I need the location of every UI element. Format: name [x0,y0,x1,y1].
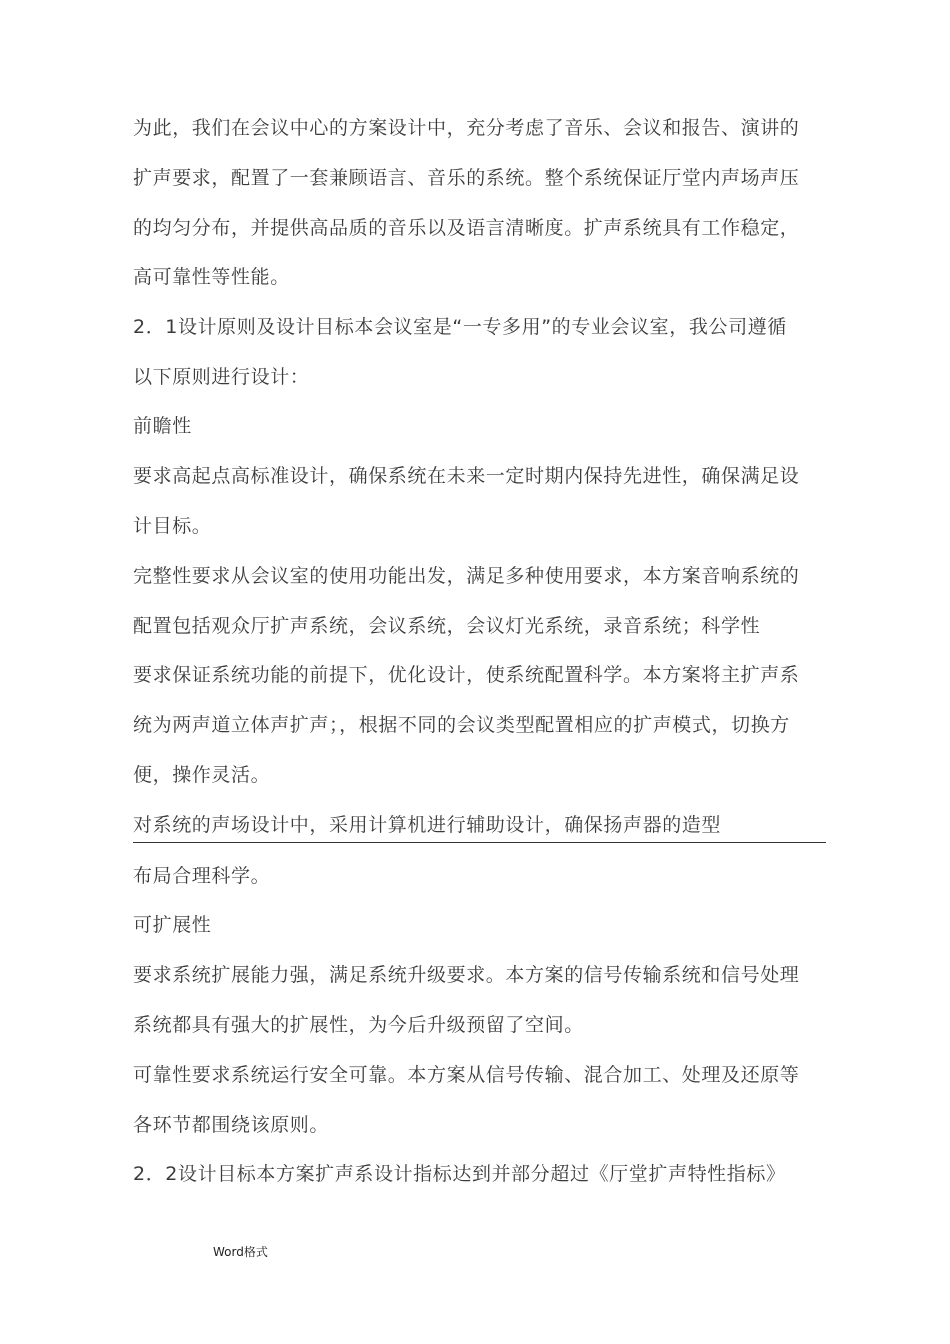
section-heading-line: 2．1设计原则及设计目标本会议室是“一专多用”的专业会议室，我公司遵循 [133,316,787,338]
footer-label: Word格式 [213,1245,268,1259]
paragraph-line: 统为两声道立体声扩声；，根据不同的会议类型配置相应的扩声模式，切换方 [133,714,790,736]
paragraph-line: 为此，我们在会议中心的方案设计中，充分考虑了音乐、会议和报告、演讲的 [133,117,800,139]
section-heading-line: 2．2设计目标本方案扩声系设计指标达到并部分超过《厅堂扩声特性指标》 [133,1163,786,1185]
paragraph-line: 要求高起点高标准设计，确保系统在未来一定时期内保持先进性，确保满足设 [133,465,800,487]
paragraph-line: 扩声要求，配置了一套兼顾语言、音乐的系统。整个系统保证厅堂内声场声压 [133,167,800,189]
subheading-extensibility: 可扩展性 [133,914,212,936]
paragraph-line: 可靠性要求系统运行安全可靠。本方案从信号传输、混合加工、处理及还原等 [133,1064,800,1086]
subheading-forward-looking: 前瞻性 [133,415,192,437]
paragraph-line: 便，操作灵活。 [133,764,271,786]
paragraph-line: 布局合理科学。 [133,865,271,887]
paragraph-line: 高可靠性等性能。 [133,266,290,288]
paragraph-line: 的均匀分布，并提供高品质的音乐以及语言清晰度。扩声系统具有工作稳定， [133,217,800,239]
paragraph-line: 系统都具有强大的扩展性，为今后升级预留了空间。 [133,1014,584,1036]
paragraph-line: 要求系统扩展能力强，满足系统升级要求。本方案的信号传输系统和信号处理 [133,964,800,986]
paragraph-line: 各环节都围绕该原则。 [133,1114,330,1136]
paragraph-line: 完整性要求从会议室的使用功能出发，满足多种使用要求，本方案音响系统的 [133,565,800,587]
paragraph-line: 对系统的声场设计中，采用计算机进行辅助设计，确保扬声器的造型 [133,814,722,836]
paragraph-line: 计目标。 [133,515,212,537]
horizontal-rule [133,842,826,843]
paragraph-line: 要求保证系统功能的前提下，优化设计，使系统配置科学。本方案将主扩声系 [133,664,800,686]
paragraph-line: 配置包括观众厅扩声系统，会议系统，会议灯光系统，录音系统；科学性 [133,615,761,637]
paragraph-line: 以下原则进行设计： [133,366,310,388]
